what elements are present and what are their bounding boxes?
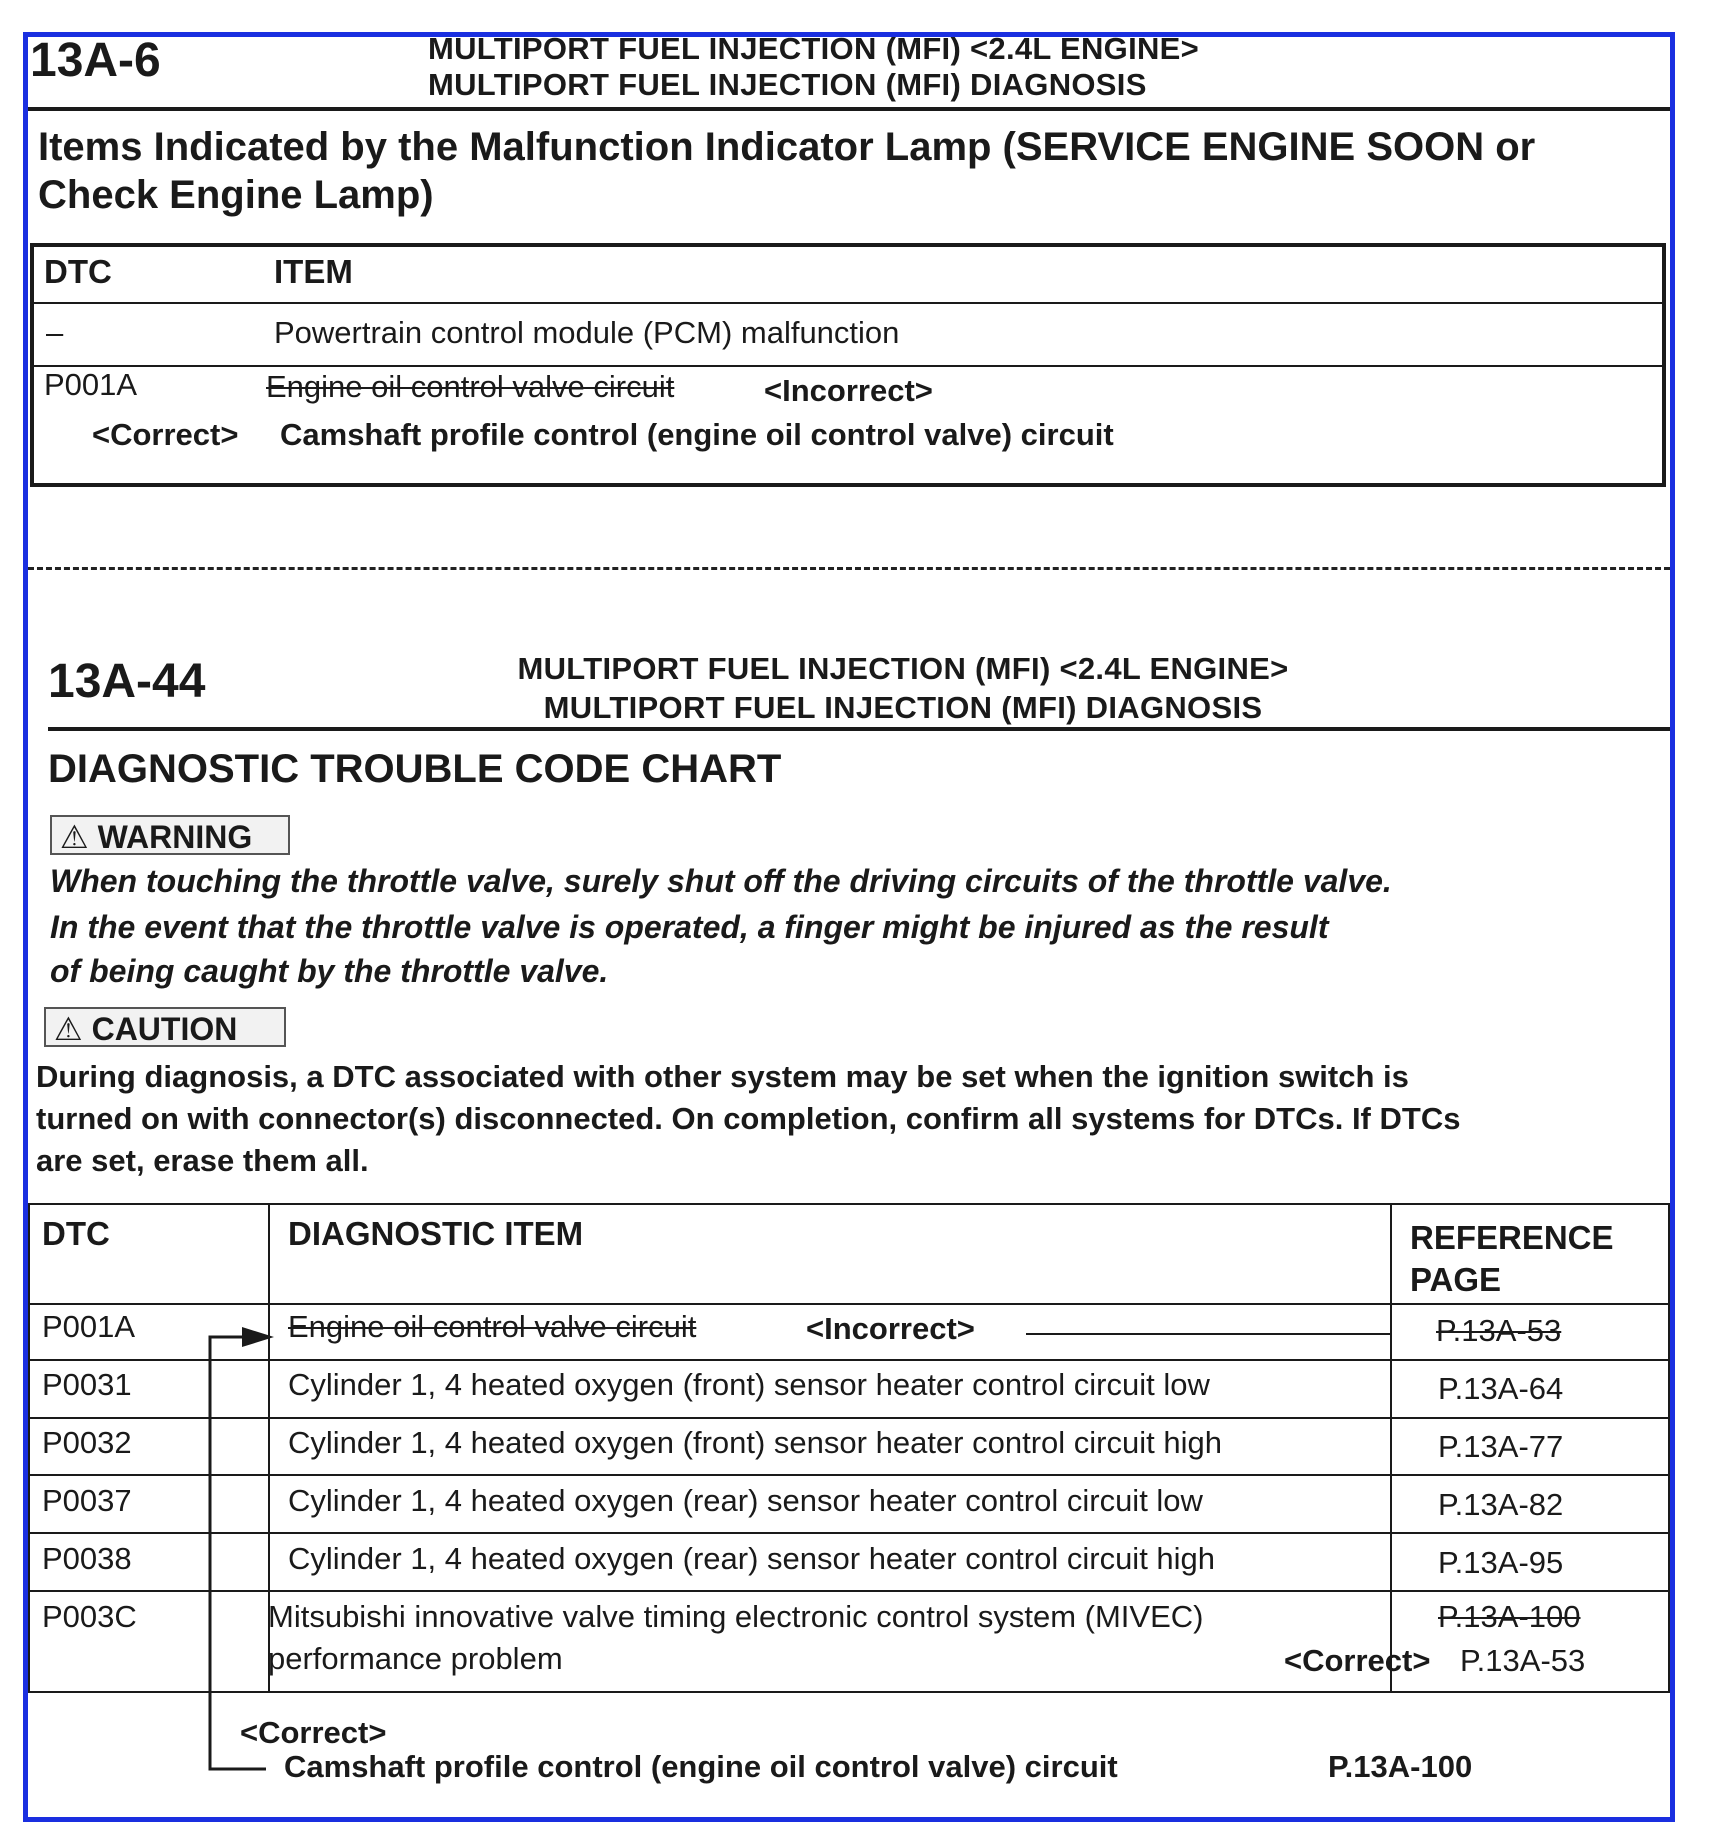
section1-incorrect-label: <Incorrect> [764, 373, 933, 408]
chart-incorrect-label: <Incorrect> [806, 1311, 975, 1346]
chart-row-p001a-dtc: P001A [42, 1309, 136, 1344]
warning-line1: When touching the throttle valve, surely shut off the driving circuits of the throttle valve. [50, 863, 1392, 899]
chart-row-p0038-dtc: P0038 [42, 1541, 132, 1576]
page-number-13a-6: 13A-6 [30, 34, 161, 87]
chart-p003c-correct-ref: P.13A-53 [1460, 1643, 1586, 1678]
section1-heading-line2: Check Engine Lamp) [38, 173, 434, 217]
section1-row1-item: Powertrain control module (PCM) malfunction [274, 315, 900, 350]
chart-row-p0031-dtc: P0031 [42, 1367, 132, 1402]
caution-line1: During diagnosis, a DTC associated with other system may be set when the ignition switch is [36, 1059, 1409, 1094]
chart-row-p003c-item-line1: Mitsubishi innovative valve timing electronic control system (MIVEC) [268, 1599, 1204, 1634]
section1-col-dtc: DTC [44, 253, 112, 290]
section2-header-line1: MULTIPORT FUEL INJECTION (MFI) <2.4L ENGINE> [517, 651, 1289, 686]
chart-row-p0038-item: Cylinder 1, 4 heated oxygen (rear) sensor heater control circuit high [288, 1541, 1216, 1576]
section2-header-line2: MULTIPORT FUEL INJECTION (MFI) DIAGNOSIS [543, 690, 1263, 725]
chart-row-p0032-dtc: P0032 [42, 1425, 132, 1460]
chart-row-p0037-dtc: P0037 [42, 1483, 132, 1518]
chart-row-p0031-ref: P.13A-64 [1438, 1371, 1564, 1406]
section2-heading: DIAGNOSTIC TROUBLE CODE CHART [48, 747, 782, 791]
warning-label: WARNING [97, 819, 253, 855]
chart-row-p003c-ref: P.13A-100 [1438, 1599, 1581, 1634]
section1-header-line1: MULTIPORT FUEL INJECTION (MFI) <2.4L ENGINE> [428, 31, 1200, 66]
section1-row2-item-incorrect: Engine oil control valve circuit [266, 369, 675, 404]
section1-row2-item-correct: Camshaft profile control (engine oil control valve) circuit [280, 417, 1114, 452]
chart-row-p0037-ref: P.13A-82 [1438, 1487, 1564, 1522]
caution-line2: turned on with connector(s) disconnected. On completion, confirm all systems for DTCs. If DTCs [36, 1101, 1461, 1136]
chart-row-p0032-ref: P.13A-77 [1438, 1429, 1564, 1464]
bottom-correct-ref: P.13A-100 [1328, 1749, 1473, 1784]
page-number-13a-44: 13A-44 [48, 655, 206, 708]
chart-row-p0031-item: Cylinder 1, 4 heated oxygen (front) sensor heater control circuit low [288, 1367, 1210, 1402]
chart-col-item: DIAGNOSTIC ITEM [288, 1215, 584, 1252]
bottom-correct-item: Camshaft profile control (engine oil control valve) circuit [284, 1749, 1118, 1784]
caution-triangle-icon: ⚠ [54, 1011, 83, 1047]
chart-row-p001a-ref: P.13A-53 [1436, 1313, 1562, 1348]
caution-line3: are set, erase them all. [36, 1143, 369, 1178]
chart-col-ref-line1: REFERENCE [1410, 1219, 1614, 1256]
chart-row-p001a-item: Engine oil control valve circuit [288, 1309, 697, 1344]
section1-correct-label: <Correct> [92, 417, 239, 452]
warning-line2: In the event that the throttle valve is operated, a finger might be injured as the result [50, 909, 1329, 945]
document-page [23, 32, 1675, 1822]
chart-row-p003c-item-line2: performance problem [268, 1641, 563, 1676]
caution-label: CAUTION [91, 1011, 238, 1047]
section1-header-line2: MULTIPORT FUEL INJECTION (MFI) DIAGNOSIS [428, 67, 1147, 102]
section1-heading-line1: Items Indicated by the Malfunction Indicator Lamp (SERVICE ENGINE SOON or [38, 125, 1536, 169]
section1-row1-dtc: – [46, 315, 64, 350]
chart-row-p0032-item: Cylinder 1, 4 heated oxygen (front) sensor heater control circuit high [288, 1425, 1222, 1460]
section1-row2-dtc: P001A [44, 367, 138, 402]
bottom-correct-label: <Correct> [240, 1715, 387, 1750]
chart-col-ref-line2: PAGE [1410, 1261, 1502, 1298]
chart-row-p003c-dtc: P003C [42, 1599, 137, 1634]
warning-line3: of being caught by the throttle valve. [50, 953, 609, 989]
chart-p003c-correct-label: <Correct> [1284, 1643, 1431, 1678]
chart-row-p0038-ref: P.13A-95 [1438, 1545, 1564, 1580]
chart-col-dtc: DTC [42, 1215, 110, 1252]
warning-triangle-icon: ⚠ [60, 819, 89, 855]
correction-bracket-arrow [28, 37, 1670, 1827]
chart-row-p0037-item: Cylinder 1, 4 heated oxygen (rear) sensor heater control circuit low [288, 1483, 1203, 1518]
section1-col-item: ITEM [274, 253, 353, 290]
